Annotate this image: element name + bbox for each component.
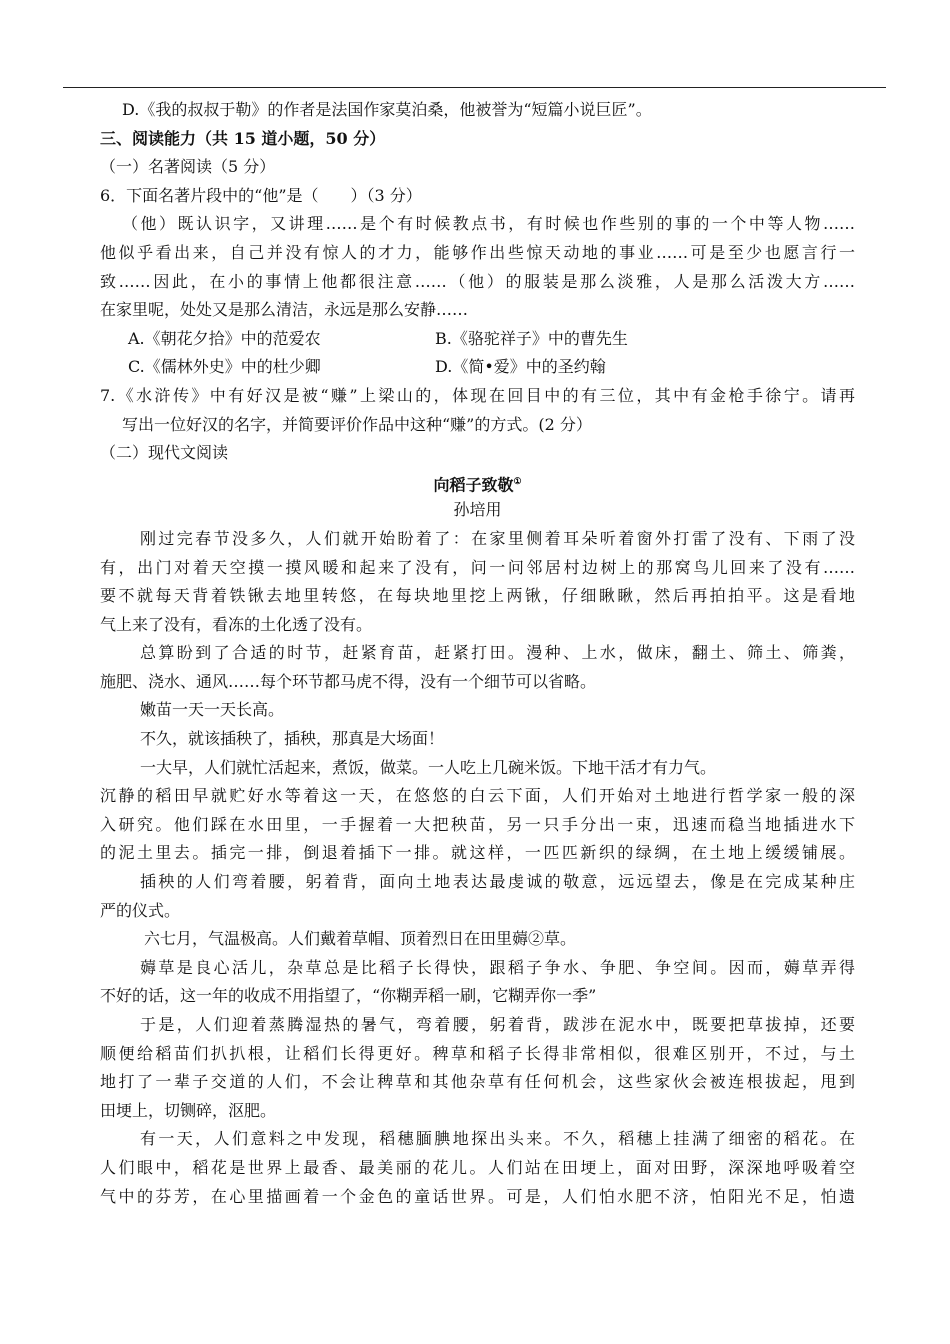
paragraph-line: 入研究。他们踩在水田里，一手握着一大把秧苗，另一只手分出一束，迅速而稳当地插进水下 [100,814,855,834]
document-page [100,96,855,1211]
paragraph-line: 于是，人们迎着蒸腾湿热的暑气，弯着腰，躬着背，跋涉在泥水中，既要把草拔掉，还要 [140,1015,855,1034]
paragraph-line: 嫩苗一天一天长高。 [140,700,285,720]
header-rule [63,87,886,88]
excerpt-line: （他）既认识字，又讲理……是个有时候教点书，有时候也作些别的事的一个中等人物…… [122,214,855,234]
option-d: D.《简•爱》中的圣约翰 [435,357,606,377]
paragraph-line: 要不就每天背着铁锹去地里转悠，在每块地里挖上两锹，仔细瞅瞅，然后再拍拍平。这是看地 [100,586,855,606]
option-c: C.《儒林外史》中的杜少卿 [128,357,321,377]
paragraph-line: 不好的话，这一年的收成不用指望了，“你糊弄稻一刷，它糊弄你一季” [100,986,597,1006]
paragraph-line: 刚过完春节没多久，人们就开始盼着了：在家里侧着耳朵听着窗外打雷了没有、下雨了没 [140,528,855,548]
option-b: B.《骆驼祥子》中的曹先生 [435,328,628,348]
paragraph-line: 顺便给稻苗们扒扒根，让稻们长得更好。稗草和稻子长得非常相似，很难区别开，不过，与土 [100,1043,855,1063]
paragraph-line: 总算盼到了合适的时节，赶紧育苗，赶紧打田。漫种、上水，做床，翻土、筛土、筛粪， [140,643,855,663]
paragraph-line: 人们眼中，稻花是世界上最香、最美丽的花儿。人们站在田埂上，面对田野，深深地呼吸着空 [100,1157,855,1177]
options-row-ab [100,325,855,354]
paragraph-line: 六七月，气温极高。人们戴着草帽、顶着烈日在田里薅②草。 [144,929,577,949]
subsection-modern: （二）现代文阅读 [100,443,229,463]
paragraph-line: 插秧的人们弯着腰，躬着背，面向土地表达最虔诚的敬意，远远望去，像是在完成某种庄 [140,872,855,892]
option-a: A.《朝花夕拾》中的范爱农 [128,328,321,348]
article-author: 孙培用 [453,500,502,520]
paragraph-line: 有，出门对着天空摸一摸风暖和起来了没有，问一问邻居村边树上的那窝鸟儿回来了没有…… [100,557,855,577]
article-title-text: 向稻子致敬 [433,475,514,495]
question-7: 7.《水浒传》中有好汉是被“赚”上梁山的，体现在回目中的有三位，其中有金枪手徐宁。请再 [100,385,855,405]
paragraph-line: 有一天，人们意料之中发现，稻穗腼腆地探出头来。不久，稻穗上挂满了细密的稻花。在 [140,1129,855,1149]
question-7-cont: 写出一位好汉的名字，并简要评价作品中这种“赚”的方式。(2 分） [122,414,592,434]
excerpt-line: 在家里呢，处处又是那么清洁，永远是那么安静…… [100,300,469,320]
paragraph-line: 施肥、浇水、通风……每个环节都马虎不得，没有一个细节可以省略。 [100,671,597,691]
subsection-classics: （一）名著阅读（5 分） [100,157,276,177]
paragraph-line: 地打了一辈子交道的人们，不会让稗草和其他杂草有任何机会，这些家伙会被连根拔起，甩到 [100,1072,855,1092]
excerpt-line: 他似乎看出来，自己并没有惊人的才力，能够作出些惊天动地的事业……可是至少也愿言行一 [100,242,855,262]
paragraph-line: 薅草是良心活儿，杂草总是比稻子长得快，跟稻子争水、争肥、争空间。因而，薅草弄得 [140,957,855,977]
article-title [100,468,855,497]
paragraph-line: 田埂上，切铡碎，沤肥。 [100,1100,277,1120]
section-heading-reading: 三、阅读能力（共 15 道小题，50 分） [100,128,386,148]
question-6: 6．下面名著片段中的“他”是（ ）（3 分） [100,185,422,205]
paragraph-line: 严的仪式。 [100,900,181,920]
paragraph-line: 沉静的稻田早就贮好水等着这一天，在悠悠的白云下面，人们开始对土地进行哲学家一般的深 [100,786,855,806]
footnote-mark: ① [513,476,522,487]
option-d-line: D.《我的叔叔于勒》的作者是法国作家莫泊桑，他被誉为“短篇小说巨匠”。 [122,100,652,119]
excerpt-line: 致……因此，在小的事情上他都很注意……（他）的服装是那么淡雅，人是那么活泼大方…… [100,271,855,291]
paragraph-line: 气中的芬芳，在心里描画着一个金色的童话世界。可是，人们怕水肥不济，怕阳光不足，怕遗 [100,1186,855,1206]
paragraph-line: 气上来了没有，看冻的土化透了没有。 [100,614,373,634]
paragraph-line: 的泥土里去。插完一排，倒退着插下一排。就这样，一匹匹新织的绿绸，在土地上缓缓铺展。 [100,843,855,863]
options-row-cd [100,353,855,382]
paragraph-line: 一大早，人们就忙活起来，煮饭，做菜。一人吃上几碗米饭。下地干活才有力气。 [140,757,717,777]
paragraph-line: 不久，就该插秧了，插秧，那真是大场面！ [140,729,445,749]
